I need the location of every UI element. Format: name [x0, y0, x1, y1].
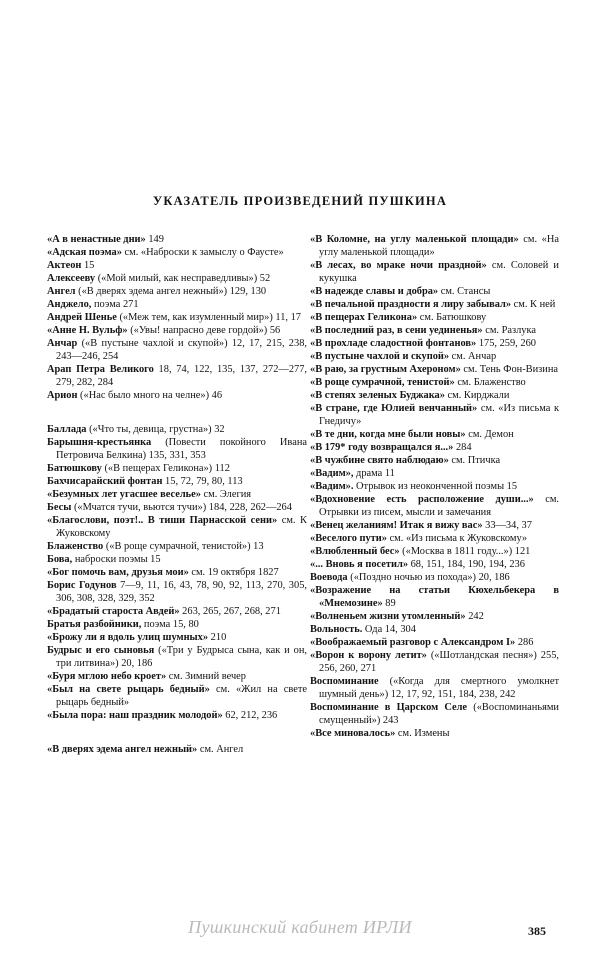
entry-title: Вольность. — [310, 624, 363, 635]
entry-reference: («Когда для смертного умолкнет шумный день») 12, 17, 92, 151, 184, 238, 242 — [319, 676, 559, 700]
entry-title: «Веселого пути» — [310, 533, 387, 544]
entry-reference: («Мой милый, как несправедливы») 52 — [95, 273, 271, 284]
entry-reference: см. Демон — [465, 429, 514, 440]
index-column-left — [47, 233, 307, 756]
entry-reference: см. «Из письма к Гнедичу» — [319, 403, 559, 427]
entry-title: Будрыс и его сыновья — [47, 645, 155, 656]
index-entry — [47, 311, 307, 324]
entry-title: «Брожу ли я вдоль улиц шумных» — [47, 632, 209, 643]
index-entry — [310, 532, 559, 545]
entry-title: «Воображаемый разговор с Александром I» — [310, 637, 516, 648]
entry-reference: 18, 74, 122, 135, 137, 272—277, 279, 282, 284 — [56, 364, 307, 388]
index-entry — [47, 389, 307, 402]
index-entry — [47, 488, 307, 501]
entry-reference: см. Зимний вечер — [166, 671, 246, 682]
entry-title: «Буря мглою небо кроет» — [47, 671, 167, 682]
entry-title: «В пещерах Геликона» — [310, 312, 418, 323]
entry-title: «... Вновь я посетил» — [310, 559, 409, 570]
entry-reference: см. Отрывки из писем, мысли и замечания — [319, 494, 559, 518]
entry-title: «В степях зеленых Буджака» — [310, 390, 445, 401]
entry-reference: («Москва в 1811 году...») 121 — [399, 546, 531, 557]
page-title: УКАЗАТЕЛЬ ПРОИЗВЕДЕНИЙ ПУШКИНА — [152, 194, 448, 208]
entry-reference: драма 11 — [353, 468, 395, 479]
entry-reference: («Поздно ночью из похода») 20, 186 — [347, 572, 510, 583]
watermark: Пушкинский кабинет ИРЛИ — [188, 917, 412, 937]
entry-reference: 89 — [382, 598, 396, 609]
entry-reference: см. Птичка — [448, 455, 501, 466]
entry-reference: см. Батюшкову — [417, 312, 487, 323]
index-entry — [47, 540, 307, 553]
index-entry — [310, 610, 559, 623]
entry-reference: 175, 259, 260 — [476, 338, 536, 349]
index-entry — [310, 337, 559, 350]
index-entry — [47, 436, 307, 462]
entry-title: Воспоминание в Царском Селе — [310, 702, 468, 713]
entry-reference: см. «На углу маленькой площади» — [319, 234, 559, 258]
index-entry — [47, 631, 307, 644]
entry-title: «В роще сумрачной, тенистой» — [310, 377, 455, 388]
index-entry — [47, 298, 307, 311]
entry-title: «Благослови, поэт!.. В тиши Парнасской сени» — [47, 515, 278, 526]
entry-title: «В прохладе сладостной фонтанов» — [310, 338, 477, 349]
entry-reference: («В дверях эдема ангел нежный») 129, 130 — [75, 286, 267, 297]
entry-title: «В стране, где Юлией венчанный» — [310, 403, 478, 414]
index-entry — [310, 623, 559, 636]
entry-title: «В чужбине свято наблюдаю» — [310, 455, 449, 466]
index-entry — [310, 558, 559, 571]
entry-reference: см. Тень Фон-Визина — [460, 364, 559, 375]
entry-reference: («Нас было много на челне») 46 — [77, 390, 223, 401]
entry-title: «А в ненастные дни» — [47, 234, 146, 245]
index-entry — [310, 467, 559, 480]
index-entry — [310, 636, 559, 649]
index-entry — [310, 480, 559, 493]
entry-title: Борис Годунов — [47, 580, 117, 591]
entry-title: «Волненьем жизни утомленный» — [310, 611, 466, 622]
entry-reference: («Увы! напрасно деве гордой») 56 — [127, 325, 281, 336]
index-entry — [310, 493, 559, 519]
entry-reference: см. «Из письма к Жуковскому» — [386, 533, 528, 544]
entry-title: «В лесах, во мраке ночи праздной» — [310, 260, 487, 271]
entry-title: Баллада — [47, 424, 87, 435]
index-entry — [47, 324, 307, 337]
entry-reference: см. «Наброски к замыслу о Фаусте» — [121, 247, 284, 258]
index-entry — [47, 514, 307, 540]
entry-reference: («В пещерах Геликона») 112 — [101, 463, 230, 474]
index-entry — [310, 285, 559, 298]
index-entry — [310, 727, 559, 740]
index-entry — [47, 259, 307, 272]
index-entry — [47, 709, 307, 722]
entry-title: Бахчисарайский фонтан — [47, 476, 163, 487]
entry-reference: 33—34, 37 — [482, 520, 532, 531]
entry-reference: («Три у Будрыса сына, как и он, три литвина») 20, 186 — [56, 645, 307, 669]
entry-title: «Был на свете рыцарь бедный» — [47, 684, 210, 695]
entry-title: Арап Петра Великого — [47, 364, 154, 375]
entry-reference: 15, 72, 79, 80, 113 — [162, 476, 243, 487]
entry-reference: 7—9, 11, 16, 43, 78, 90, 92, 113, 270, 305, 306, 308, 328, 329, 352 — [56, 580, 307, 604]
index-entry — [47, 553, 307, 566]
index-entry — [310, 701, 559, 727]
index-entry — [47, 670, 307, 683]
entry-title: Барышня-крестьянка — [47, 437, 152, 448]
index-entry — [47, 618, 307, 631]
entry-reference: см. Блаженство — [454, 377, 526, 388]
entry-title: Анчар — [47, 338, 78, 349]
index-entry — [310, 389, 559, 402]
entry-reference: 286 — [515, 637, 534, 648]
index-entry — [47, 246, 307, 259]
index-entry — [47, 423, 307, 436]
entry-reference: 62, 212, 236 — [222, 710, 278, 721]
index-entry — [310, 441, 559, 454]
entry-reference: см. Кирджали — [444, 390, 510, 401]
entry-reference: 149 — [145, 234, 164, 245]
entry-reference: поэма 15, 80 — [141, 619, 199, 630]
entry-reference: см. Анчар — [449, 351, 497, 362]
entry-title: Бова, — [47, 554, 73, 565]
entry-title: Арион — [47, 390, 78, 401]
entry-reference: («Воспоминаньями смущенный») 243 — [319, 702, 559, 726]
index-entry — [310, 428, 559, 441]
entry-title: Актеон — [47, 260, 82, 271]
index-entry — [310, 376, 559, 389]
index-entry — [47, 605, 307, 618]
entry-title: Бесы — [47, 502, 72, 513]
index-entry — [310, 324, 559, 337]
index-entry — [47, 233, 307, 246]
entry-reference: 210 — [208, 632, 227, 643]
entry-title: Воевода — [310, 572, 348, 583]
entry-title: «В надежде славы и добра» — [310, 286, 439, 297]
entry-reference: 242 — [465, 611, 484, 622]
entry-reference: 68, 151, 184, 190, 194, 236 — [408, 559, 525, 570]
page-number: 385 — [528, 924, 546, 938]
entry-reference: («В пустыне чахлой и скупой») 12, 17, 215, 238, 243—246, 254 — [56, 338, 307, 362]
entry-title: «В печальной праздности я лиру забывал» — [310, 299, 512, 310]
entry-title: «Бог помочь вам, друзья мои» — [47, 567, 189, 578]
entry-title: «Безумных лет угасшее веселье» — [47, 489, 201, 500]
entry-title: Блаженство — [47, 541, 104, 552]
entry-reference: см. К Жуковскому — [56, 515, 307, 539]
index-entry — [47, 462, 307, 475]
index-entry — [310, 350, 559, 363]
entry-reference: («Меж тем, как изумленный мир») 11, 17 — [116, 312, 301, 323]
entry-title: «В дверях эдема ангел нежный» — [47, 744, 198, 755]
index-entry — [47, 644, 307, 670]
index-entry — [310, 233, 559, 259]
index-entry — [47, 475, 307, 488]
entry-reference: см. Ангел — [197, 744, 244, 755]
index-entry — [310, 259, 559, 285]
index-entry — [47, 285, 307, 298]
index-entry — [310, 545, 559, 558]
entry-title: «В пустыне чахлой и скупой» — [310, 351, 450, 362]
index-entry — [47, 363, 307, 389]
entry-title: Воспоминание — [310, 676, 379, 687]
entry-reference: см. Соловей и кукушка — [319, 260, 559, 284]
entry-title: «В последний раз, в сени уединенья» — [310, 325, 483, 336]
entry-title: «Адская поэма» — [47, 247, 122, 258]
index-entry — [310, 311, 559, 324]
entry-title: «Была пора: наш праздник молодой» — [47, 710, 223, 721]
index-entry — [310, 675, 559, 701]
entry-title: «В 179* году возвращался я...» — [310, 442, 454, 453]
index-entry — [47, 566, 307, 579]
entry-reference: (Повести покойного Ивана Петровича Белкина) 135, 331, 353 — [56, 437, 307, 461]
entry-title: «Вдохновение есть расположение души...» — [310, 494, 534, 505]
index-entry — [310, 584, 559, 610]
entry-reference: см. Измены — [395, 728, 450, 739]
index-entry — [310, 649, 559, 675]
entry-title: «Возражение на статьи Кюхельбекера в «Мнемозине» — [310, 585, 559, 609]
entry-title: «Анне Н. Вульф» — [47, 325, 128, 336]
entry-reference: Отрывок из неоконченной поэмы 15 — [353, 481, 518, 492]
entry-reference: («Что ты, девица, грустна») 32 — [86, 424, 225, 435]
entry-reference: см. Элегия — [200, 489, 252, 500]
entry-title: Братья разбойники, — [47, 619, 142, 630]
index-entry — [47, 683, 307, 709]
index-column-right — [310, 233, 559, 740]
entry-title: «В раю, за грустным Ахероном» — [310, 364, 461, 375]
index-entry — [47, 579, 307, 605]
entry-title: «Вадим», — [310, 468, 354, 479]
entry-reference: 15 — [81, 260, 95, 271]
entry-title: «Брадатый староста Авдей» — [47, 606, 180, 617]
entry-title: Ангел — [47, 286, 76, 297]
index-entry — [310, 363, 559, 376]
entry-title: «В те дни, когда мне были новы» — [310, 429, 466, 440]
index-entry — [310, 402, 559, 428]
entry-reference: («Шотландская песня») 255, 256, 260, 271 — [319, 650, 559, 674]
index-entry — [310, 298, 559, 311]
entry-title: Андрей Шенье — [47, 312, 117, 323]
entry-title: Анджело, — [47, 299, 92, 310]
entry-reference: («Мчатся тучи, вьются тучи») 184, 228, 262—264 — [71, 502, 292, 513]
entry-reference: («В роще сумрачной, тенистой») 13 — [103, 541, 264, 552]
entry-reference: см. «Жил на свете рыцарь бедный» — [56, 684, 307, 708]
index-entry — [310, 571, 559, 584]
entry-title: Батюшкову — [47, 463, 102, 474]
index-entry — [47, 272, 307, 285]
index-entry — [310, 454, 559, 467]
index-entry — [47, 501, 307, 514]
entry-reference: 263, 265, 267, 268, 271 — [179, 606, 281, 617]
entry-title: «Ворон к ворону летит» — [310, 650, 427, 661]
entry-reference: см. Стансы — [438, 286, 491, 297]
entry-title: «Все миновалось» — [310, 728, 396, 739]
entry-title: «Влюбленный бес» — [310, 546, 400, 557]
entry-reference: см. К ней — [511, 299, 556, 310]
index-entry — [47, 743, 307, 756]
entry-title: «Венец желаниям! Итак я вижу вас» — [310, 520, 483, 531]
index-entry — [310, 519, 559, 532]
entry-reference: наброски поэмы 15 — [72, 554, 161, 565]
entry-reference: Ода 14, 304 — [362, 624, 416, 635]
entry-reference: см. Разлука — [482, 325, 536, 336]
entry-reference: поэма 271 — [91, 299, 139, 310]
index-entry — [47, 337, 307, 363]
entry-reference: см. 19 октября 1827 — [188, 567, 279, 578]
entry-title: «Вадим». — [310, 481, 354, 492]
entry-reference: 284 — [453, 442, 472, 453]
entry-title: «В Коломне, на углу маленькой площади» — [310, 234, 519, 245]
entry-title: Алексееву — [47, 273, 96, 284]
